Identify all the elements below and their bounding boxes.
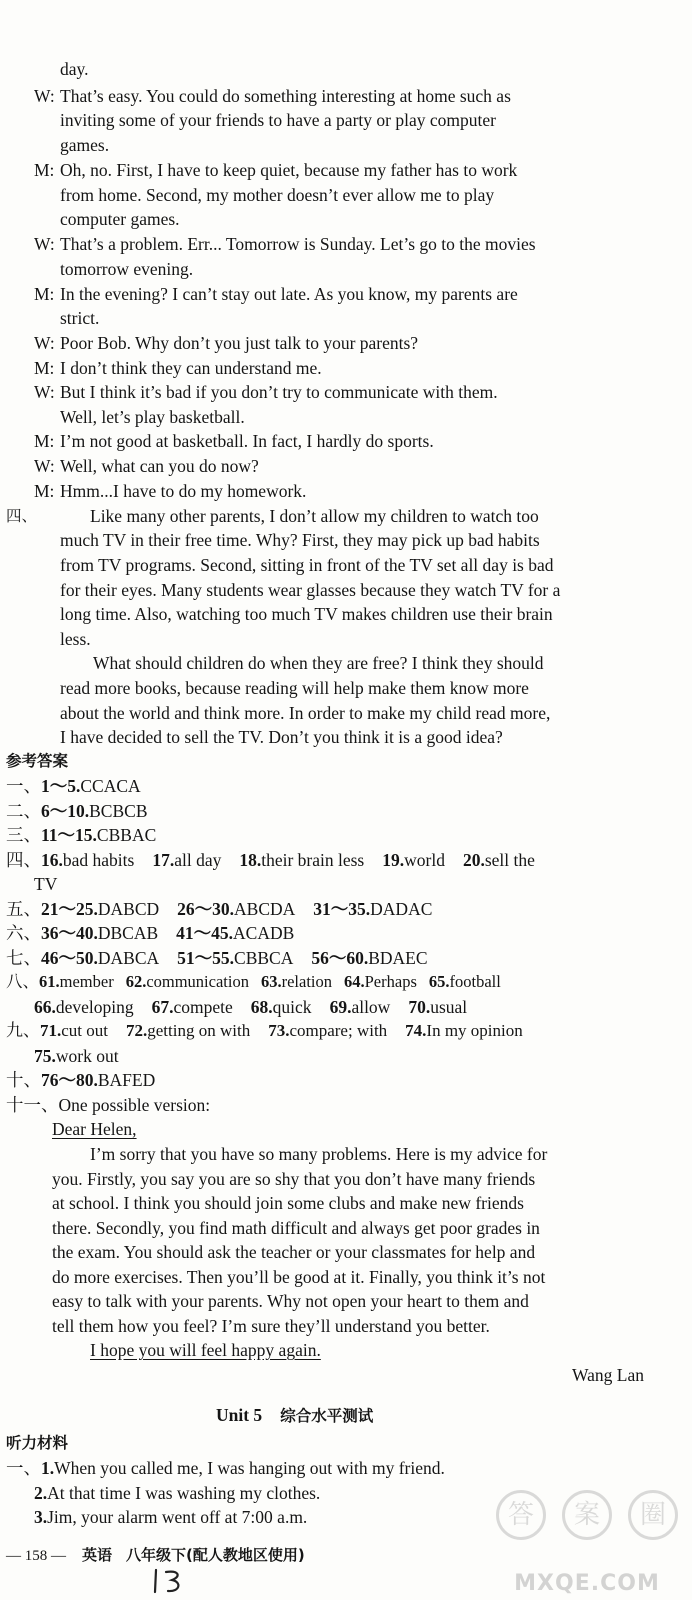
letter-line: the exam. You should ask the teacher or your classmates for help and bbox=[52, 1242, 536, 1262]
speaker-label: W: bbox=[34, 456, 55, 476]
passage-line: about the world and think more. In order to make my child read more, bbox=[60, 703, 551, 723]
page-number: — 158 — bbox=[6, 1548, 66, 1564]
letter-line: at school. I think you should join some clubs and make new friends bbox=[52, 1193, 524, 1213]
answer-row: 九、71.cut out 72.getting on with 73.compare; with 74.In my opinion bbox=[6, 1021, 523, 1040]
letter-closing: I hope you will feel happy again. bbox=[90, 1340, 321, 1360]
listening-line: 2.At that time I was washing my clothes. bbox=[34, 1483, 321, 1503]
passage-line: I have decided to sell the TV. Don’t you think it is a good idea? bbox=[60, 727, 503, 747]
answer-row: 十、76～80.BAFED bbox=[6, 1070, 156, 1090]
dialogue-line: W: Well, what can you do now? bbox=[34, 456, 259, 476]
answer-row: 二、6～10.BCBCB bbox=[6, 801, 148, 821]
letter-line: you. Firstly, you say you are so shy that you don’t have many friends bbox=[52, 1169, 536, 1189]
dialogue-line: M: Hmm...I have to do my homework. bbox=[34, 481, 307, 501]
watermark-text: MXQE.COM bbox=[514, 1571, 660, 1596]
watermark-glyph-icon: 案 bbox=[562, 1490, 612, 1540]
speaker-label: W: bbox=[34, 333, 55, 353]
answer-row: TV bbox=[34, 874, 58, 894]
answer-row: 四、16.bad habits 17.all day 18.their brain less 19.world 20.sell the bbox=[6, 850, 535, 870]
dialogue-line: computer games. bbox=[60, 209, 180, 229]
passage-line: from TV programs. Second, sitting in front of the TV set all day is bad bbox=[60, 555, 554, 575]
dialogue-line: day. bbox=[60, 59, 89, 79]
dialogue-line: strict. bbox=[60, 308, 100, 328]
passage-line: read more books, because reading will help make them know more bbox=[60, 678, 529, 698]
passage-line: What should children do when they are free? I think they should bbox=[93, 653, 544, 673]
speaker-label: M: bbox=[34, 481, 55, 501]
passage-line: much TV in their free time. Why? First, they may pick up bad habits bbox=[60, 530, 540, 550]
answer-row: 66.developing 67.compete 68.quick 69.allow 70.usual bbox=[34, 997, 468, 1017]
dialogue-line: W: That’s a problem. Err... Tomorrow is Sunday. Let’s go to the movies bbox=[34, 234, 536, 254]
letter-line: do more exercises. Then you’ll be good at it. Finally, you think it’s not bbox=[52, 1267, 546, 1287]
speaker-label: M: bbox=[34, 358, 55, 378]
dialogue-line: M: Oh, no. First, I have to keep quiet, because my father has to work bbox=[34, 160, 518, 180]
grade-label: 八年级下(配人教地区使用) bbox=[126, 1546, 305, 1564]
letter-line: tell them how you feel? I’m sure they’ll understand you better. bbox=[52, 1316, 490, 1336]
letter-line: easy to talk with your parents. Why not open your heart to them and bbox=[52, 1291, 529, 1311]
answer-row: 六、36～40.DBCAB 41～45.ACADB bbox=[6, 923, 295, 943]
section-label: 四、 bbox=[6, 507, 38, 525]
passage-line: for their eyes. Many students wear glasses because they watch TV for a bbox=[60, 580, 561, 600]
speaker-label: M: bbox=[34, 284, 55, 304]
speaker-label: M: bbox=[34, 431, 55, 451]
answer-row: 一、1～5.CCACA bbox=[6, 776, 141, 796]
passage-line: less. bbox=[60, 629, 91, 649]
section-label: 十一、One possible version: bbox=[6, 1095, 211, 1115]
watermark-glyph-icon: 答 bbox=[496, 1490, 546, 1540]
passage-line: long time. Also, watching too much TV makes children use their brain bbox=[60, 604, 553, 624]
listening-line: 3.Jim, your alarm went off at 7:00 a.m. bbox=[34, 1507, 308, 1527]
answer-row: 75.work out bbox=[34, 1046, 119, 1066]
speaker-label: M: bbox=[34, 160, 55, 180]
dialogue-line: W: Poor Bob. Why don’t you just talk to your parents? bbox=[34, 333, 419, 353]
dialogue-line: Well, let’s play basketball. bbox=[60, 407, 245, 427]
dialogue-line: M: I don’t think they can understand me. bbox=[34, 358, 322, 378]
answer-row: 五、21～25.DABCD 26～30.ABCDA 31～35.DADAC bbox=[6, 899, 433, 919]
answer-row: 三、11～15.CBBAC bbox=[6, 825, 157, 845]
passage-line: Like many other parents, I don’t allow my children to watch too bbox=[90, 506, 539, 526]
letter-line: there. Secondly, you find math difficult and always get poor grades in bbox=[52, 1218, 540, 1238]
dialogue-line: M: In the evening? I can’t stay out late. As you know, my parents are bbox=[34, 284, 518, 304]
speaker-label: W: bbox=[34, 382, 55, 402]
watermark bbox=[492, 1488, 682, 1596]
dialogue-line: from home. Second, my mother doesn’t ever allow me to play bbox=[60, 185, 495, 205]
dialogue-line: tomorrow evening. bbox=[60, 259, 194, 279]
listening-heading: 听力材料 bbox=[6, 1434, 69, 1452]
dialogue-line: games. bbox=[60, 135, 110, 155]
dialogue-line: W: But I think it’s bad if you don’t try to communicate with them. bbox=[34, 382, 498, 402]
letter-greeting: Dear Helen, bbox=[52, 1119, 137, 1139]
answer-row: 八、61.member 62.communication 63.relation 64.Perhaps 65.football bbox=[6, 972, 501, 991]
speaker-label: W: bbox=[34, 234, 55, 254]
unit-title: Unit 5 综合水平测试 bbox=[216, 1405, 374, 1425]
answers-heading: 参考答案 bbox=[6, 752, 69, 770]
dialogue-line: W: That’s easy. You could do something interesting at home such as bbox=[34, 86, 511, 106]
watermark-glyph-icon: 圈 bbox=[628, 1490, 678, 1540]
handwritten-mark-icon bbox=[150, 1566, 190, 1596]
speaker-label: W: bbox=[34, 86, 55, 106]
dialogue-line: M: I’m not good at basketball. In fact, I hardly do sports. bbox=[34, 431, 434, 451]
listening-line: 一、1.When you called me, I was hanging out with my friend. bbox=[6, 1458, 445, 1478]
letter-line: I’m sorry that you have so many problems. Here is my advice for bbox=[90, 1144, 548, 1164]
dialogue-line: inviting some of your friends to have a party or play computer bbox=[60, 110, 496, 130]
letter-signature: Wang Lan bbox=[572, 1365, 644, 1385]
page-footer bbox=[6, 1544, 305, 1567]
answer-row: 七、46～50.DABCA 51～55.CBBCA 56～60.BDAEC bbox=[6, 948, 428, 968]
subject-label: 英语 bbox=[82, 1546, 113, 1564]
